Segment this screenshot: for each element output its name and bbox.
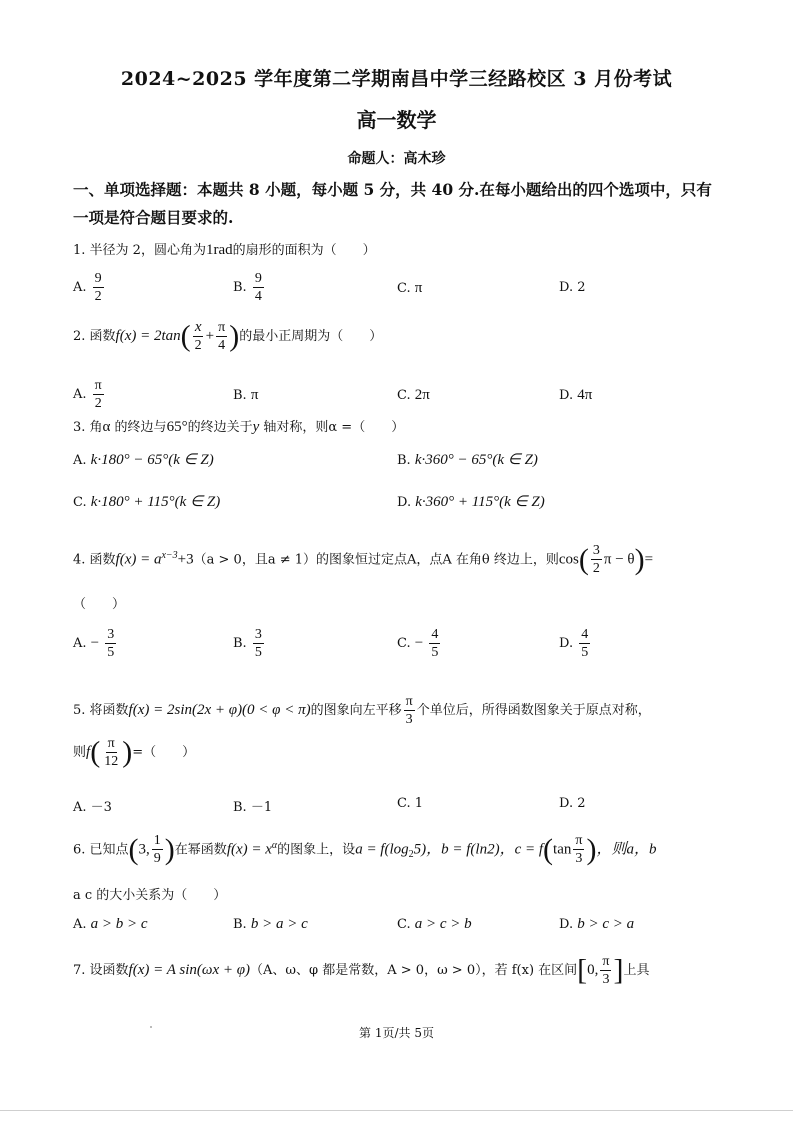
subject-title: 高一数学 (356, 108, 437, 132)
q6-right-paren: ) (164, 832, 175, 866)
q1-option-d-label: D. (559, 280, 574, 295)
q7-condition: （A、ω、φ 都是常数，A > 0，ω > 0），若 f(x) 在区间 (250, 963, 578, 978)
q2-plus: + (205, 328, 215, 344)
q1-unit: 1rad (205, 242, 233, 258)
q3-option-c-label: C. (73, 495, 87, 510)
section-heading-line2: 一项是符合题目要求的. (73, 208, 234, 227)
q1-option-c-label: C. (397, 281, 411, 296)
q4-cos: cos (558, 551, 579, 568)
q2-f2-den: 4 (218, 338, 226, 353)
q6-a-expr: a = f(log (355, 841, 409, 858)
q5-function: f(x) = 2sin(2x + φ)(0 < φ < π) (128, 702, 311, 718)
q3-option-b-label: B. (397, 453, 411, 468)
question-4 (73, 538, 653, 578)
q4-a-sign: − (90, 635, 100, 651)
q5-stem-pre: 5. 将函数 (73, 703, 129, 718)
q4-option-d (559, 626, 592, 661)
q6-option-c-label: C. (397, 917, 411, 932)
q7-i-num: π (602, 954, 610, 969)
q4-option-a-fraction (105, 626, 116, 661)
q2-f1-num: x (194, 319, 202, 335)
q4-option-d-label: D. (559, 636, 574, 651)
q6-option-b (233, 916, 308, 933)
q5-right-paren: ) (122, 735, 133, 769)
q7-function: f(x) = A sin(ωx + φ) (128, 962, 251, 978)
q3-alpha: α (102, 419, 111, 435)
q5-option-b (233, 796, 272, 815)
q4-option-b-fraction (253, 626, 264, 661)
q2-f2-num: π (218, 320, 226, 335)
q5-s-num: π (405, 694, 413, 709)
q4-right-paren: ) (634, 542, 645, 576)
page-footer: 第 1页/共 5页 (359, 1026, 434, 1040)
q5-option-a-value: －3 (90, 800, 112, 815)
question-7 (73, 952, 650, 989)
q5-option-d-value: 2 (577, 796, 586, 811)
q1-option-a (73, 270, 106, 305)
q6-left-paren: ( (128, 832, 139, 866)
q5-shift-fraction (404, 693, 415, 728)
q5-left-paren: ( (90, 735, 101, 769)
q6-t-num: π (575, 833, 583, 849)
q6-option-c-value: a > c > b (414, 916, 472, 932)
q2-fraction-1 (193, 319, 204, 354)
q3-stem-mid2: 的终边关于 (187, 420, 253, 435)
q5-stem-mid: 的图象向左平移 (310, 703, 402, 718)
q1-option-b-fraction (253, 270, 264, 305)
q4-d-den: 5 (581, 645, 589, 660)
q5-a-num: π (107, 736, 115, 751)
q6-tan-left-paren: ( (543, 832, 554, 866)
q6-tan: tan (553, 841, 572, 858)
q6-option-b-value: b > a > c (250, 916, 308, 932)
q6-option-a-value: a > b > c (90, 916, 148, 932)
q4-option-c-label: C. (397, 636, 411, 651)
q5-arg-fraction (102, 735, 120, 770)
q6-log-base: 2 (408, 848, 414, 860)
question-6-line2: a c 的大小关系为（ ） (73, 888, 227, 903)
q1-option-c (397, 280, 422, 297)
q5-s-den: 3 (405, 712, 413, 727)
q5-option-a (73, 796, 112, 815)
exam-title: 2024~2025 学年度第二学期南昌中学三经路校区 3 月份考试 (120, 68, 673, 90)
q4-a-num: 3 (107, 627, 115, 642)
q5-option-b-label: B. (233, 800, 247, 815)
q1-option-d-value: 2 (577, 280, 586, 295)
q5-line2-pre: 则 (73, 745, 87, 760)
q1-stem-post: 的扇形的面积为（ ） (232, 243, 376, 258)
q6-point-fraction (152, 832, 163, 867)
q2-option-a-label: A. (73, 387, 87, 402)
section-heading-line1: 一、单项选择题：本题共 8 小题，每小题 5 分，共 40 分.在每小题给出的四个选项中，只有 (73, 180, 712, 199)
q6-exponent: α (271, 840, 278, 851)
question-5 (73, 692, 651, 729)
q4-option-b-label: B. (233, 636, 247, 651)
q7-i-den: 3 (602, 972, 610, 987)
q6-tan-right-paren: ) (586, 832, 597, 866)
q1-a-num: 9 (94, 271, 102, 286)
q7-left-bracket: [ (577, 953, 588, 987)
q4-function: f(x) = a (115, 551, 162, 568)
q3-option-b-value: k·360° − 65°(k ∈ Z) (414, 452, 538, 468)
section-heading (73, 176, 723, 232)
q6-option-d-label: D. (559, 917, 574, 932)
q5-option-b-value: －1 (250, 800, 273, 815)
q6-stem-pre: 6. 已知点 (73, 842, 129, 858)
q2-fraction-2 (216, 319, 227, 354)
q1-option-b (233, 270, 266, 305)
q4-c-num: 3 (592, 543, 600, 559)
q5-stem-post: 个单位后，所得函数图象关于原点对称， (416, 703, 651, 718)
q5-line2-post: =（ ） (132, 745, 196, 760)
q4-option-b (233, 626, 266, 661)
q3-option-b (397, 450, 538, 469)
q4-d-num: 4 (581, 627, 589, 642)
q4-fraction (591, 542, 602, 577)
q2-option-a (73, 377, 106, 412)
q4-option-d-fraction (579, 626, 590, 661)
q2-option-d (559, 387, 592, 404)
q6-function: f(x) = x (226, 841, 272, 858)
q5-a-den: 12 (104, 754, 119, 769)
q6-option-b-label: B. (233, 917, 247, 932)
q1-b-den: 4 (254, 289, 262, 304)
q3-option-d-label: D. (397, 495, 412, 510)
q4-option-c (397, 626, 442, 661)
q1-option-c-value: π (414, 280, 423, 296)
q4-option-a-label: A. (73, 636, 87, 651)
q4-b-num: 3 (254, 627, 262, 642)
q5-f: f (86, 744, 91, 760)
q3-stem-mid: 的终边与 (114, 420, 167, 435)
q3-option-a (73, 450, 214, 469)
q1-option-d (559, 280, 586, 295)
q3-axis: y (252, 419, 260, 435)
q4-c-sign: − (414, 635, 424, 651)
question-3 (73, 417, 404, 438)
q4-c-den: 2 (592, 561, 600, 577)
q6-tan-fraction (573, 832, 584, 867)
q6-option-d-value: b > c > a (577, 916, 635, 932)
q6-option-a-label: A. (73, 917, 87, 932)
q6-stem-mid2: 的图象上，设 (277, 842, 356, 858)
q6-p-num: 1 (153, 833, 161, 849)
q7-stem-pre: 7. 设函数 (73, 963, 129, 978)
q3-option-a-value: k·180° − 65°(k ∈ Z) (90, 452, 214, 468)
q3-option-c (73, 492, 220, 511)
q2-f1-den: 2 (194, 338, 202, 353)
q2-option-b-value: π (250, 387, 259, 403)
q3-option-a-label: A. (73, 453, 87, 468)
q2-option-c-label: C. (397, 388, 411, 403)
q6-p-den: 9 (153, 851, 161, 867)
q4-left-paren: ( (578, 542, 589, 576)
q7-interval-fraction (600, 953, 611, 988)
q3-option-d (397, 492, 545, 511)
q1-b-num: 9 (254, 271, 262, 286)
q7-interval-left: 0, (587, 962, 599, 978)
q3-degree: 65° (166, 419, 188, 435)
q3-stem-post: 轴对称，则α =（ ） (263, 420, 405, 435)
q5-option-d-label: D. (559, 796, 574, 811)
q4-exponent: x−3 (161, 550, 178, 561)
q4-c-opt-den: 5 (431, 645, 439, 660)
q4-c-tail: π − θ (603, 551, 635, 568)
q4-c-opt-num: 4 (431, 627, 439, 642)
q2-option-b-label: B. (233, 388, 247, 403)
q1-option-b-label: B. (233, 280, 247, 295)
q3-stem-pre: 3. 角 (73, 420, 103, 435)
q6-option-a (73, 916, 148, 933)
q2-option-d-label: D. (559, 388, 574, 403)
q2-option-a-fraction (93, 377, 104, 412)
q4-equals: = (644, 551, 654, 568)
q1-option-a-fraction (93, 270, 104, 305)
q6-option-c (397, 916, 472, 933)
q7-stem-post: 上具 (623, 963, 650, 978)
q5-option-c (397, 796, 423, 811)
question-1 (73, 240, 376, 261)
q2-stem-post: 的最小正周期为（ ） (239, 329, 383, 344)
question-6 (73, 828, 656, 873)
q4-answer-blank: （ ） (73, 597, 126, 612)
q2-a-num: π (94, 378, 102, 393)
question-2 (73, 318, 382, 355)
q2-a-den: 2 (94, 396, 102, 411)
question-5-line2 (73, 734, 195, 771)
q4-b-den: 5 (254, 645, 262, 660)
q2-function: f(x) = 2tan (115, 328, 181, 344)
q1-option-a-label: A. (73, 280, 87, 295)
q6-point-x: 3, (138, 841, 150, 858)
q1-a-den: 2 (94, 289, 102, 304)
q6-stem-mid: 在幂函数 (174, 842, 227, 858)
q2-option-d-value: 4π (577, 387, 593, 403)
q6-bc-expr: 5)，b = f(ln2)，c = f (413, 841, 544, 858)
author-line: 命题人：高木珍 (347, 151, 446, 167)
q1-stem-pre: 1. 半径为 2，圆心角为 (73, 243, 206, 258)
q5-option-a-label: A. (73, 800, 87, 815)
q7-right-bracket: ] (613, 953, 624, 987)
q6-option-d (559, 916, 634, 933)
q3-option-c-value: k·180° + 115°(k ∈ Z) (90, 494, 221, 510)
q5-option-c-value: 1 (414, 796, 424, 811)
q5-option-d (559, 796, 586, 811)
q2-option-c (397, 387, 430, 404)
q2-option-c-value: 2π (414, 387, 430, 403)
q2-left-paren: ( (180, 319, 191, 353)
q3-option-d-value: k·360° + 115°(k ∈ Z) (415, 494, 545, 510)
q4-condition: （a > 0，且a ≠ 1）的图象恒过定点A，点A 在角θ 终边上，则 (193, 552, 559, 568)
q2-stem-pre: 2. 函数 (73, 329, 116, 344)
q5-option-c-label: C. (397, 796, 411, 811)
q6-stem-post: ，则a，b (596, 841, 657, 858)
q2-right-paren: ) (229, 319, 240, 353)
q4-option-c-fraction (429, 626, 440, 661)
q4-a-den: 5 (107, 645, 115, 660)
q4-stem-pre: 4. 函数 (73, 552, 116, 568)
bottom-divider (0, 1110, 793, 1111)
q4-function-tail: +3 (177, 551, 194, 568)
q2-option-b (233, 387, 258, 404)
q4-option-a (73, 626, 118, 661)
q6-t-den: 3 (575, 851, 583, 867)
